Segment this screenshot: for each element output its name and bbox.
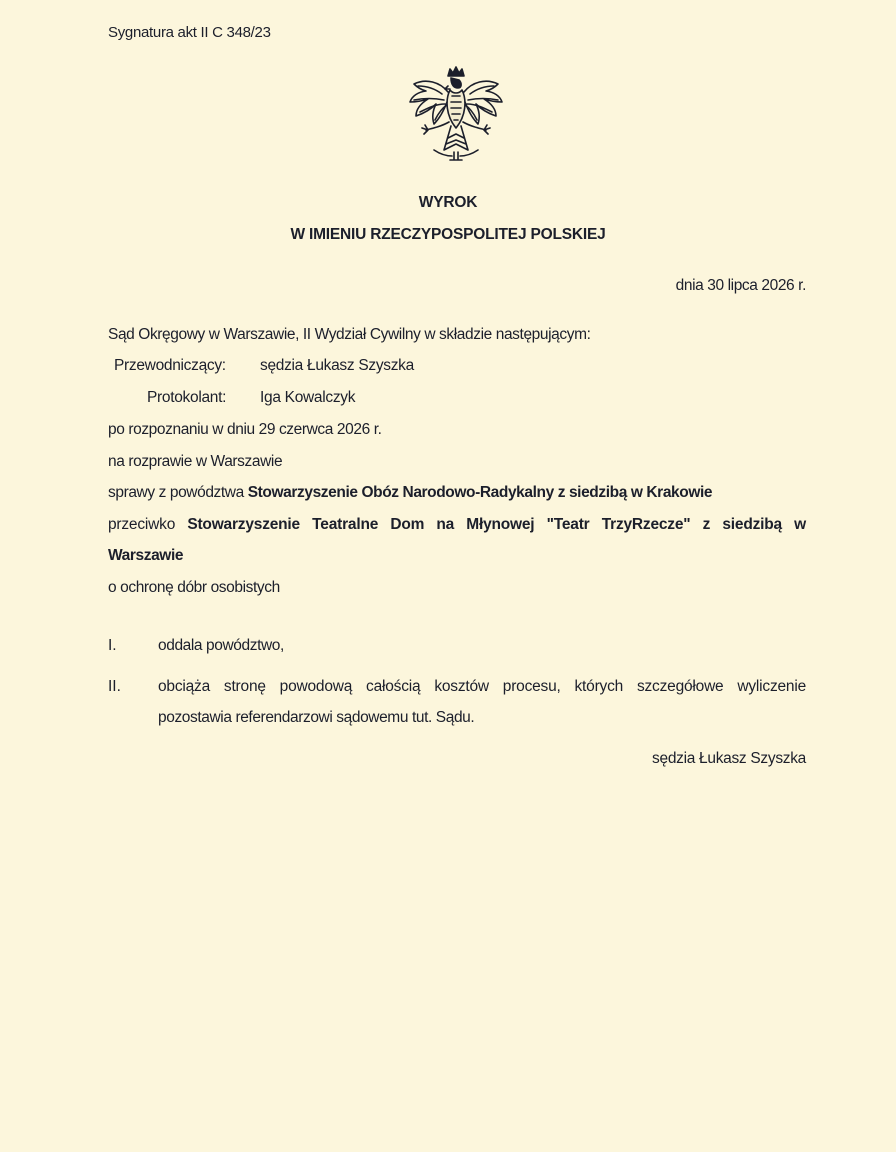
case-subject: o ochronę dóbr osobistych xyxy=(108,579,280,596)
ruling-2-number: II. xyxy=(108,678,121,695)
defendant-city: Warszawie xyxy=(108,547,184,564)
clerk-name: Iga Kowalczyk xyxy=(260,389,356,406)
plaintiff-prefix: sprawy z powództwa xyxy=(108,484,244,501)
ruling-2-text-line2: pozostawia referendarzowi sądowemu tut. Sądu. xyxy=(158,709,475,726)
plaintiff-line xyxy=(108,484,712,502)
case-signature: Sygnatura akt II C 348/23 xyxy=(108,24,271,41)
chair-label: Przewodniczący: xyxy=(114,357,226,374)
ruling-1-text: oddala powództwo, xyxy=(158,637,284,654)
defendant-line xyxy=(108,516,806,534)
chair-name: sędzia Łukasz Szyszka xyxy=(260,357,414,374)
clerk-label: Protokolant: xyxy=(147,389,227,406)
plaintiff-name: Stowarzyszenie Obóz Narodowo-Radykalny z siedzibą w Krakowie xyxy=(247,484,713,501)
against-prefix: przeciwko xyxy=(108,516,176,533)
judgment-title: WYROK xyxy=(418,194,478,211)
defendant-line-2 xyxy=(108,547,183,565)
court-intro: Sąd Okręgowy w Warszawie, II Wydział Cywilny w składzie następującym: xyxy=(108,326,591,343)
judgment-subtitle: W IMIENIU RZECZYPOSPOLITEJ POLSKIEJ xyxy=(290,226,606,243)
examined-date-line: po rozpoznaniu w dniu 29 czerwca 2026 r. xyxy=(108,421,382,438)
ruling-1-number: I. xyxy=(108,637,117,654)
defendant-name: Stowarzyszenie Teatralne Dom na Młynowej "Teatr TrzyRzecze" z siedzibą w xyxy=(187,516,806,533)
judgment-date: dnia 30 lipca 2026 r. xyxy=(675,277,806,294)
judge-signature: sędzia Łukasz Szyszka xyxy=(652,750,806,767)
hearing-line: na rozprawie w Warszawie xyxy=(108,453,283,470)
ruling-2-text-line1: obciąża stronę powodową całością kosztów procesu, których szczegółowe wyliczenie xyxy=(158,678,806,695)
polish-eagle-emblem-icon xyxy=(404,64,508,164)
